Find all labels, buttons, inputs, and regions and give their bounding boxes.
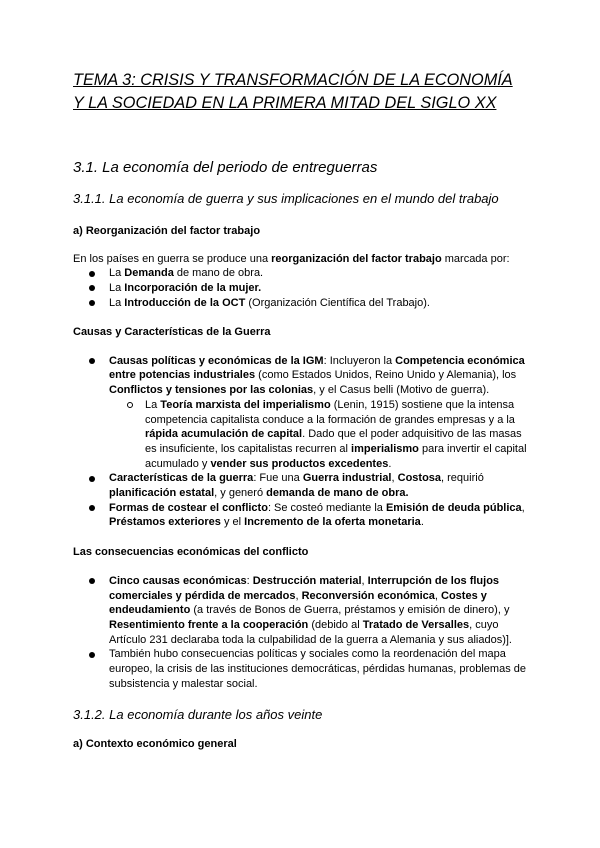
text-run: (como Estados Unidos, Reino Unido y Alemania), los [255,369,517,382]
bullet-icon [89,271,95,277]
list-item-text [109,355,525,396]
bold-text-run: Costes y endeudamiento [109,589,487,617]
bullet-icon [89,285,95,291]
text-run: . Dado que el poder adquisitivo de las masas es insuficiente, los capitalistas recurren al [145,428,522,455]
subsection-heading-3-1-1: 3.1.1. La economía de guerra y sus implicaciones en el mundo del trabajo [73,191,499,206]
bullet-list-factor-trabajo [73,266,527,310]
part-heading-consecuencias: Las consecuencias económicas del conflicto [73,545,309,558]
subsection-heading-3-1-2: 3.1.2. La economía durante los años veinte [73,707,323,723]
bullet-icon [89,505,95,511]
list-item [73,281,527,296]
bullet-icon [89,300,95,306]
bold-text-run: Causas políticas y económicas de la IGM [109,354,324,367]
section-heading-3-1: 3.1. La economía del periodo de entreguerras [73,159,378,176]
bold-text-run: vender sus productos excedentes [210,457,389,470]
list-item [73,647,527,691]
text-run: y el [220,516,245,529]
intro-paragraph [73,252,527,267]
text-run: La [145,398,161,411]
text-run: , [434,589,442,602]
bold-text-run: Interrupción de los flujos comerciales y pérdida de mercados [109,574,500,602]
list-item [73,354,527,472]
list-item-text [109,297,430,309]
bullet-icon [89,358,95,364]
text-run: . [388,457,392,470]
bold-text-run: Incremento de la oferta monetaria [244,516,421,529]
list-item [73,501,527,530]
list-item-text [109,267,263,279]
bold-text-run: Destrucción material [252,574,362,587]
text-run: También hubo consecuencias políticas y sociales como la reordenación del mapa europeo, la crisis de las instituciones democráticas, pérdidas humanas, problemas de subsistencia y malestar social. [109,648,526,690]
document-page [73,0,527,752]
text-run: : Incluyeron la [323,354,396,367]
text-run: , cuyo Artículo 231 declaraba toda la culpabilidad de la guerra a Alemania y sus aliados)]. [109,618,512,646]
text-run: , [295,589,302,602]
list-item-text [109,472,484,499]
text-run: (Organización Científica del Trabajo). [245,296,430,309]
bullet-icon [89,476,95,482]
bold-text-run: Costosa [397,472,442,485]
text-run: . [420,516,424,529]
bullet-list-causas [73,354,527,530]
list-item [73,471,527,500]
text-run: marcada por: [441,252,510,265]
text-run: : Fue una [253,472,303,485]
hollow-bullet-icon [127,402,133,408]
sub-list-item-text [145,399,527,470]
part-heading-contexto: a) Contexto económico general [73,737,237,750]
bold-text-run: Teoría marxista del imperialismo [160,398,331,411]
bullet-icon [89,578,95,584]
text-run: La [109,267,125,280]
bold-text-run: reorganización del factor trabajo [271,252,442,265]
bold-text-run: Emisión de deuda pública [385,501,522,514]
bold-text-run: Características de la guerra [109,472,254,485]
text-run: para invertir el capital acumulado y [145,442,527,470]
text-run: , y el Casus belli (Motivo de guerra). [313,384,490,397]
bold-text-run: Formas de costear el conflicto [109,501,268,514]
text-run: (debido al [308,618,363,631]
text-run: (a través de Bonos de Guerra, préstamos y emisión de dinero), y [190,604,510,617]
list-item [73,574,527,648]
bullet-icon [89,652,95,658]
list-item-text [109,575,512,646]
bold-text-run: Introducción de la OCT [124,296,246,309]
text-run: , y generó [214,487,267,500]
bold-text-run: imperialismo [351,442,419,455]
bold-text-run: Incorporación de la mujer. [124,282,262,294]
sub-list-item [109,398,527,472]
bold-text-run: Resentimiento frente a la cooperación [109,618,309,631]
text-run: La [109,296,125,309]
bold-text-run: Reconversión económica [301,589,435,602]
bold-text-run: rápida acumulación de capital [145,428,303,441]
text-run: , [391,472,398,485]
sub-bullet-list [109,398,527,472]
bold-text-run: Demanda [124,267,174,280]
part-heading-causas: Causas y Características de la Guerra [73,325,271,338]
bold-text-run: Conflictos y tensiones por las colonias [109,384,314,397]
bold-text-run: planificación estatal [109,487,215,500]
list-item-text [109,282,261,294]
document-title: TEMA 3: CRISIS Y TRANSFORMACIÓN DE LA ECONOMÍA Y LA SOCIEDAD EN LA PRIMERA MITAD DEL SIGLO XX [73,71,513,112]
bold-text-run: Guerra industrial [302,472,392,485]
text-run: , requirió [441,472,484,485]
bold-text-run: Préstamos exteriores [109,516,221,529]
list-item [73,296,527,311]
bold-text-run: demanda de mano de obra. [266,487,409,500]
bold-text-run: Competencia económica entre potencias industriales [109,354,525,382]
text-run: : Se costeó mediante la [267,501,386,514]
bold-text-run: Tratado de Versalles [362,618,470,631]
text-run: La [109,282,125,294]
text-run: En los países en guerra se produce una [73,252,272,265]
text-run: , [521,501,525,514]
text-run: de mano de obra. [173,267,264,280]
bullet-list-consecuencias [73,574,527,692]
list-item [73,266,527,281]
text-run: , [361,574,368,587]
part-heading-reorganizacion: a) Reorganización del factor trabajo [73,224,261,237]
bold-text-run: Cinco causas económicas [109,574,247,587]
list-item-text [109,648,526,689]
text-run: (Lenin, 1915) sostiene que la intensa competencia capitalista conduce a la formación de grandes empresas y a la [145,398,515,426]
list-item-text [109,502,525,529]
text-run: : [246,574,253,587]
